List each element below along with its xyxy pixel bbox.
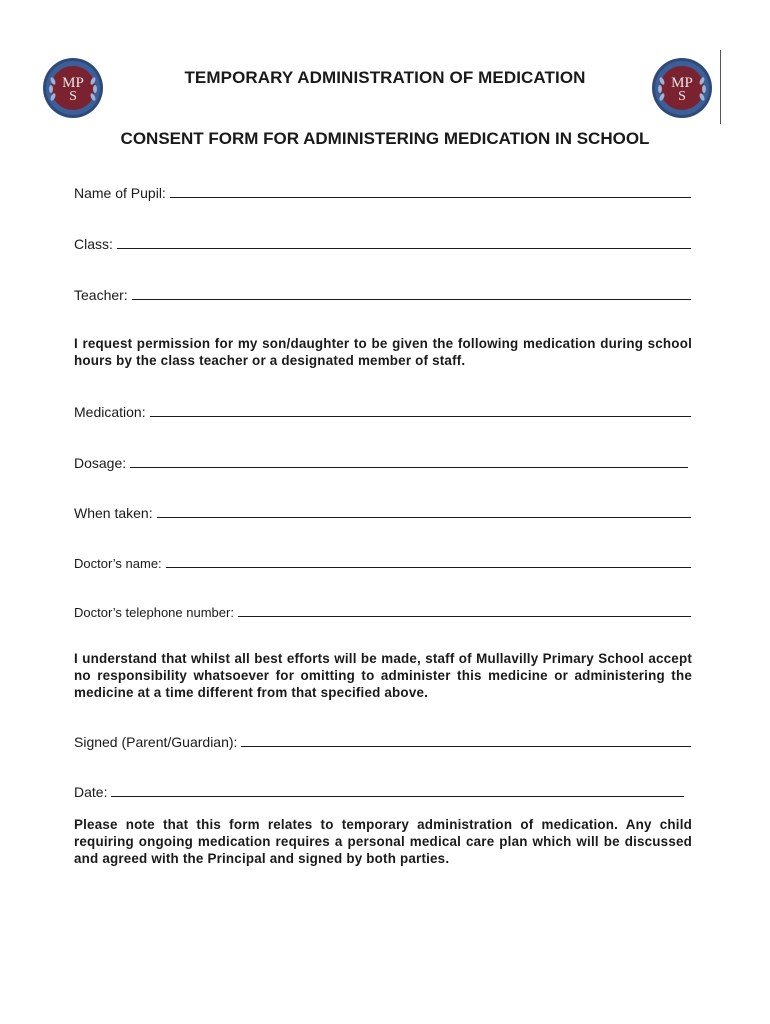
pupil-name-input-line[interactable] xyxy=(170,185,691,198)
when-taken-label: When taken: xyxy=(74,505,153,521)
when-taken-input-line[interactable] xyxy=(157,505,691,518)
signature-input-line[interactable] xyxy=(241,734,691,747)
dosage-label: Dosage: xyxy=(74,455,127,471)
date-input-line[interactable] xyxy=(111,784,684,797)
doctor-phone-label: Doctor’s telephone number: xyxy=(74,605,234,620)
svg-text:MP: MP xyxy=(671,75,693,91)
medication-input-line[interactable] xyxy=(150,404,691,417)
date-field[interactable] xyxy=(74,782,684,800)
teacher-field[interactable] xyxy=(74,285,691,303)
school-crest-logo-right xyxy=(651,57,713,119)
pupil-name-label: Name of Pupil: xyxy=(74,185,166,201)
class-input-line[interactable] xyxy=(117,236,691,249)
doctor-name-input-line[interactable] xyxy=(166,555,691,568)
dosage-field[interactable] xyxy=(74,453,688,471)
doctor-name-field[interactable] xyxy=(74,553,691,571)
medication-field[interactable] xyxy=(74,402,691,420)
teacher-input-line[interactable] xyxy=(132,287,691,300)
date-label: Date: xyxy=(74,784,108,800)
responsibility-disclaimer: I understand that whilst all best efforts will be made, staff of Mullavilly Primary School accept no responsibility whatsoever for omitting to administer this medicine or administering the medicine at a time different from that specified above. xyxy=(74,651,692,700)
signature-label: Signed (Parent/Guardian): xyxy=(74,734,238,750)
school-crest-logo-left xyxy=(42,57,104,119)
when-taken-field[interactable] xyxy=(74,503,691,521)
svg-text:MP: MP xyxy=(62,75,84,91)
doctor-phone-field[interactable] xyxy=(74,602,691,620)
form-title: TEMPORARY ADMINISTRATION OF MEDICATION xyxy=(184,68,586,87)
doctor-name-label: Doctor’s name: xyxy=(74,556,162,571)
teacher-label: Teacher: xyxy=(74,287,128,303)
request-statement: I request permission for my son/daughter to be given the following medication during school hours by the class teacher or a designated member of staff. xyxy=(74,336,692,368)
class-label: Class: xyxy=(74,236,113,252)
svg-text:S: S xyxy=(678,89,686,104)
dosage-input-line[interactable] xyxy=(130,455,688,468)
svg-text:S: S xyxy=(69,89,77,104)
class-field[interactable] xyxy=(74,234,691,252)
signature-field[interactable] xyxy=(74,732,691,750)
ongoing-medication-note: Please note that this form relates to temporary administration of medication. Any child requiring ongoing medication requires a personal medical care plan which will be discussed and agreed with the Principal and signed by both parties. xyxy=(74,817,692,866)
doctor-phone-input-line[interactable] xyxy=(238,604,691,617)
form-subtitle: CONSENT FORM FOR ADMINISTERING MEDICATION IN SCHOOL xyxy=(120,129,650,148)
pupil-name-field[interactable] xyxy=(74,183,691,201)
medication-label: Medication: xyxy=(74,404,146,420)
